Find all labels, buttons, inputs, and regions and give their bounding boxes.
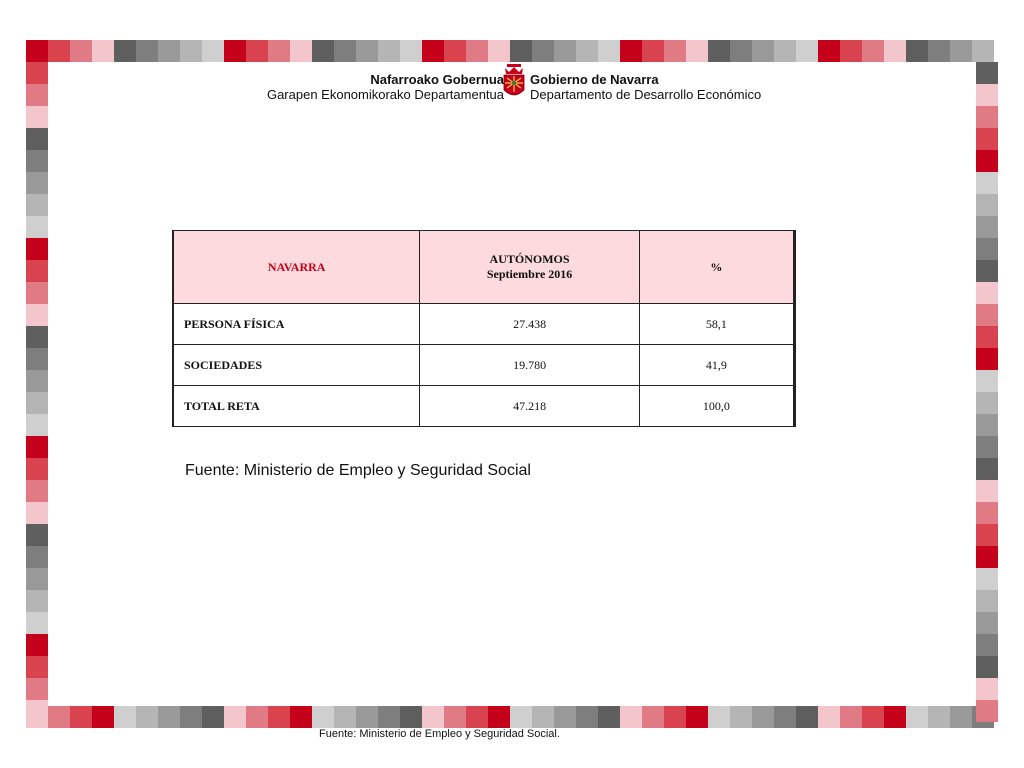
header-autonomos-line2: Septiembre 2016 <box>486 267 573 281</box>
header-navarra: NAVARRA <box>173 231 420 304</box>
frame-tile <box>268 40 290 62</box>
frame-tile <box>532 40 554 62</box>
frame-tile <box>576 706 598 728</box>
frame-tile <box>114 40 136 62</box>
frame-tile <box>26 194 48 216</box>
frame-tile <box>976 150 998 172</box>
frame-tile <box>862 706 884 728</box>
table-row <box>173 304 795 345</box>
frame-tile <box>976 282 998 304</box>
frame-tile <box>246 706 268 728</box>
frame-tile <box>224 40 246 62</box>
frame-tile <box>840 706 862 728</box>
frame-tile <box>976 392 998 414</box>
frame-tile <box>906 706 928 728</box>
source-footnote: Fuente: Ministerio de Empleo y Seguridad Social. <box>319 728 560 740</box>
frame-tile <box>796 40 818 62</box>
frame-tile <box>444 706 466 728</box>
frame-tile <box>356 40 378 62</box>
frame-tile <box>48 706 70 728</box>
frame-tile <box>598 40 620 62</box>
frame-tile <box>224 706 246 728</box>
frame-tile <box>26 84 48 106</box>
navarra-coat-of-arms-icon <box>501 64 527 100</box>
frame-tile <box>796 706 818 728</box>
table-row <box>173 386 795 427</box>
frame-tile <box>884 40 906 62</box>
frame-tile <box>180 706 202 728</box>
frame-tile <box>70 40 92 62</box>
frame-tile <box>976 414 998 436</box>
frame-tile <box>26 348 48 370</box>
frame-tile <box>26 656 48 678</box>
row-percent: 100,0 <box>639 386 794 427</box>
frame-tile <box>114 706 136 728</box>
frame-tile <box>976 546 998 568</box>
frame-tile <box>26 612 48 634</box>
frame-tile <box>488 40 510 62</box>
frame-tile <box>686 706 708 728</box>
frame-tile <box>862 40 884 62</box>
frame-tile <box>730 706 752 728</box>
frame-tile <box>26 590 48 612</box>
frame-tile <box>976 172 998 194</box>
frame-tile <box>510 40 532 62</box>
frame-tile <box>976 568 998 590</box>
frame-tile <box>70 706 92 728</box>
table-header-row <box>173 231 795 304</box>
frame-tile <box>976 106 998 128</box>
frame-tile <box>26 216 48 238</box>
frame-tile <box>466 706 488 728</box>
frame-tile <box>976 194 998 216</box>
frame-tile <box>774 40 796 62</box>
frame-tile <box>158 706 180 728</box>
frame-tile <box>976 370 998 392</box>
frame-tile <box>664 40 686 62</box>
frame-tile <box>26 480 48 502</box>
frame-bottom-strip <box>26 706 994 728</box>
frame-tile <box>202 40 224 62</box>
frame-tile <box>26 414 48 436</box>
frame-tile <box>92 706 114 728</box>
frame-tile <box>950 40 972 62</box>
frame-tile <box>180 40 202 62</box>
frame-tile <box>884 706 906 728</box>
frame-tile <box>976 62 998 84</box>
frame-tile <box>268 706 290 728</box>
header-autonomos <box>420 231 639 304</box>
frame-tile <box>818 706 840 728</box>
frame-right-strip <box>976 62 998 722</box>
row-label: PERSONA FÍSICA <box>173 304 420 345</box>
frame-tile <box>312 40 334 62</box>
frame-tile <box>928 706 950 728</box>
source-caption: Fuente: Ministerio de Empleo y Seguridad Social <box>185 462 531 479</box>
frame-tile <box>976 128 998 150</box>
frame-tile <box>26 40 48 62</box>
frame-tile <box>906 40 928 62</box>
logo-spanish-line2: Departamento de Desarrollo Económico <box>530 87 762 102</box>
frame-tile <box>246 40 268 62</box>
frame-tile <box>976 700 998 722</box>
header-percent: % <box>639 231 794 304</box>
frame-tile <box>136 706 158 728</box>
logo-spanish-line1: Gobierno de Navarra <box>530 72 659 87</box>
self-employed-table <box>172 230 796 427</box>
frame-tile <box>26 700 48 722</box>
frame-tile <box>488 706 510 728</box>
frame-tile <box>26 128 48 150</box>
frame-tile <box>972 40 994 62</box>
frame-tile <box>642 40 664 62</box>
row-value: 19.780 <box>420 345 639 386</box>
frame-tile <box>26 106 48 128</box>
frame-tile <box>976 304 998 326</box>
logo-spanish-text <box>530 72 761 102</box>
frame-tile <box>976 656 998 678</box>
header-autonomos-line1: AUTÓNOMOS <box>489 252 570 266</box>
frame-tile <box>532 706 554 728</box>
frame-tile <box>976 326 998 348</box>
frame-tile <box>136 40 158 62</box>
frame-tile <box>976 612 998 634</box>
frame-tile <box>708 40 730 62</box>
frame-tile <box>976 480 998 502</box>
frame-tile <box>422 706 444 728</box>
frame-tile <box>92 40 114 62</box>
frame-tile <box>26 458 48 480</box>
frame-tile <box>26 62 48 84</box>
frame-tile <box>26 678 48 700</box>
frame-tile <box>976 348 998 370</box>
frame-tile <box>686 40 708 62</box>
frame-tile <box>334 40 356 62</box>
frame-tile <box>752 706 774 728</box>
row-percent: 41,9 <box>639 345 794 386</box>
government-logo-header <box>266 70 762 104</box>
logo-basque-line2: Garapen Ekonomikorako Departamentua <box>266 87 504 102</box>
table-row <box>173 345 795 386</box>
frame-tile <box>976 502 998 524</box>
frame-tile <box>976 634 998 656</box>
frame-tile <box>158 40 180 62</box>
frame-tile <box>642 706 664 728</box>
frame-tile <box>26 150 48 172</box>
frame-tile <box>976 590 998 612</box>
row-label: SOCIEDADES <box>173 345 420 386</box>
frame-tile <box>976 260 998 282</box>
frame-tile <box>620 706 642 728</box>
frame-top-strip <box>26 40 994 62</box>
frame-tile <box>400 40 422 62</box>
frame-tile <box>554 706 576 728</box>
frame-tile <box>976 84 998 106</box>
frame-tile <box>378 706 400 728</box>
frame-tile <box>976 678 998 700</box>
frame-tile <box>26 282 48 304</box>
frame-tile <box>312 706 334 728</box>
frame-tile <box>334 706 356 728</box>
frame-tile <box>818 40 840 62</box>
frame-tile <box>444 40 466 62</box>
frame-tile <box>290 40 312 62</box>
frame-tile <box>26 634 48 656</box>
frame-tile <box>976 524 998 546</box>
frame-tile <box>26 172 48 194</box>
frame-tile <box>840 40 862 62</box>
row-percent: 58,1 <box>639 304 794 345</box>
logo-basque-line1: Nafarroako Gobernua <box>370 72 504 87</box>
row-label: TOTAL RETA <box>173 386 420 427</box>
frame-tile <box>26 238 48 260</box>
frame-tile <box>976 436 998 458</box>
frame-tile <box>26 546 48 568</box>
frame-tile <box>730 40 752 62</box>
frame-tile <box>26 304 48 326</box>
frame-tile <box>976 458 998 480</box>
frame-tile <box>26 436 48 458</box>
frame-tile <box>202 706 224 728</box>
frame-tile <box>752 40 774 62</box>
frame-tile <box>976 216 998 238</box>
frame-tile <box>598 706 620 728</box>
frame-tile <box>950 706 972 728</box>
frame-tile <box>378 40 400 62</box>
row-value: 27.438 <box>420 304 639 345</box>
logo-basque-text <box>267 72 504 102</box>
frame-tile <box>576 40 598 62</box>
row-value: 47.218 <box>420 386 639 427</box>
frame-tile <box>510 706 532 728</box>
frame-tile <box>48 40 70 62</box>
frame-tile <box>290 706 312 728</box>
frame-tile <box>26 392 48 414</box>
frame-tile <box>356 706 378 728</box>
frame-tile <box>26 260 48 282</box>
frame-tile <box>26 568 48 590</box>
frame-tile <box>620 40 642 62</box>
frame-tile <box>26 326 48 348</box>
frame-tile <box>422 40 444 62</box>
frame-tile <box>554 40 576 62</box>
frame-tile <box>708 706 730 728</box>
frame-left-strip <box>26 62 48 722</box>
frame-tile <box>664 706 686 728</box>
frame-tile <box>928 40 950 62</box>
frame-tile <box>26 524 48 546</box>
frame-tile <box>26 370 48 392</box>
frame-tile <box>466 40 488 62</box>
frame-tile <box>400 706 422 728</box>
frame-tile <box>774 706 796 728</box>
frame-tile <box>26 502 48 524</box>
frame-tile <box>976 238 998 260</box>
